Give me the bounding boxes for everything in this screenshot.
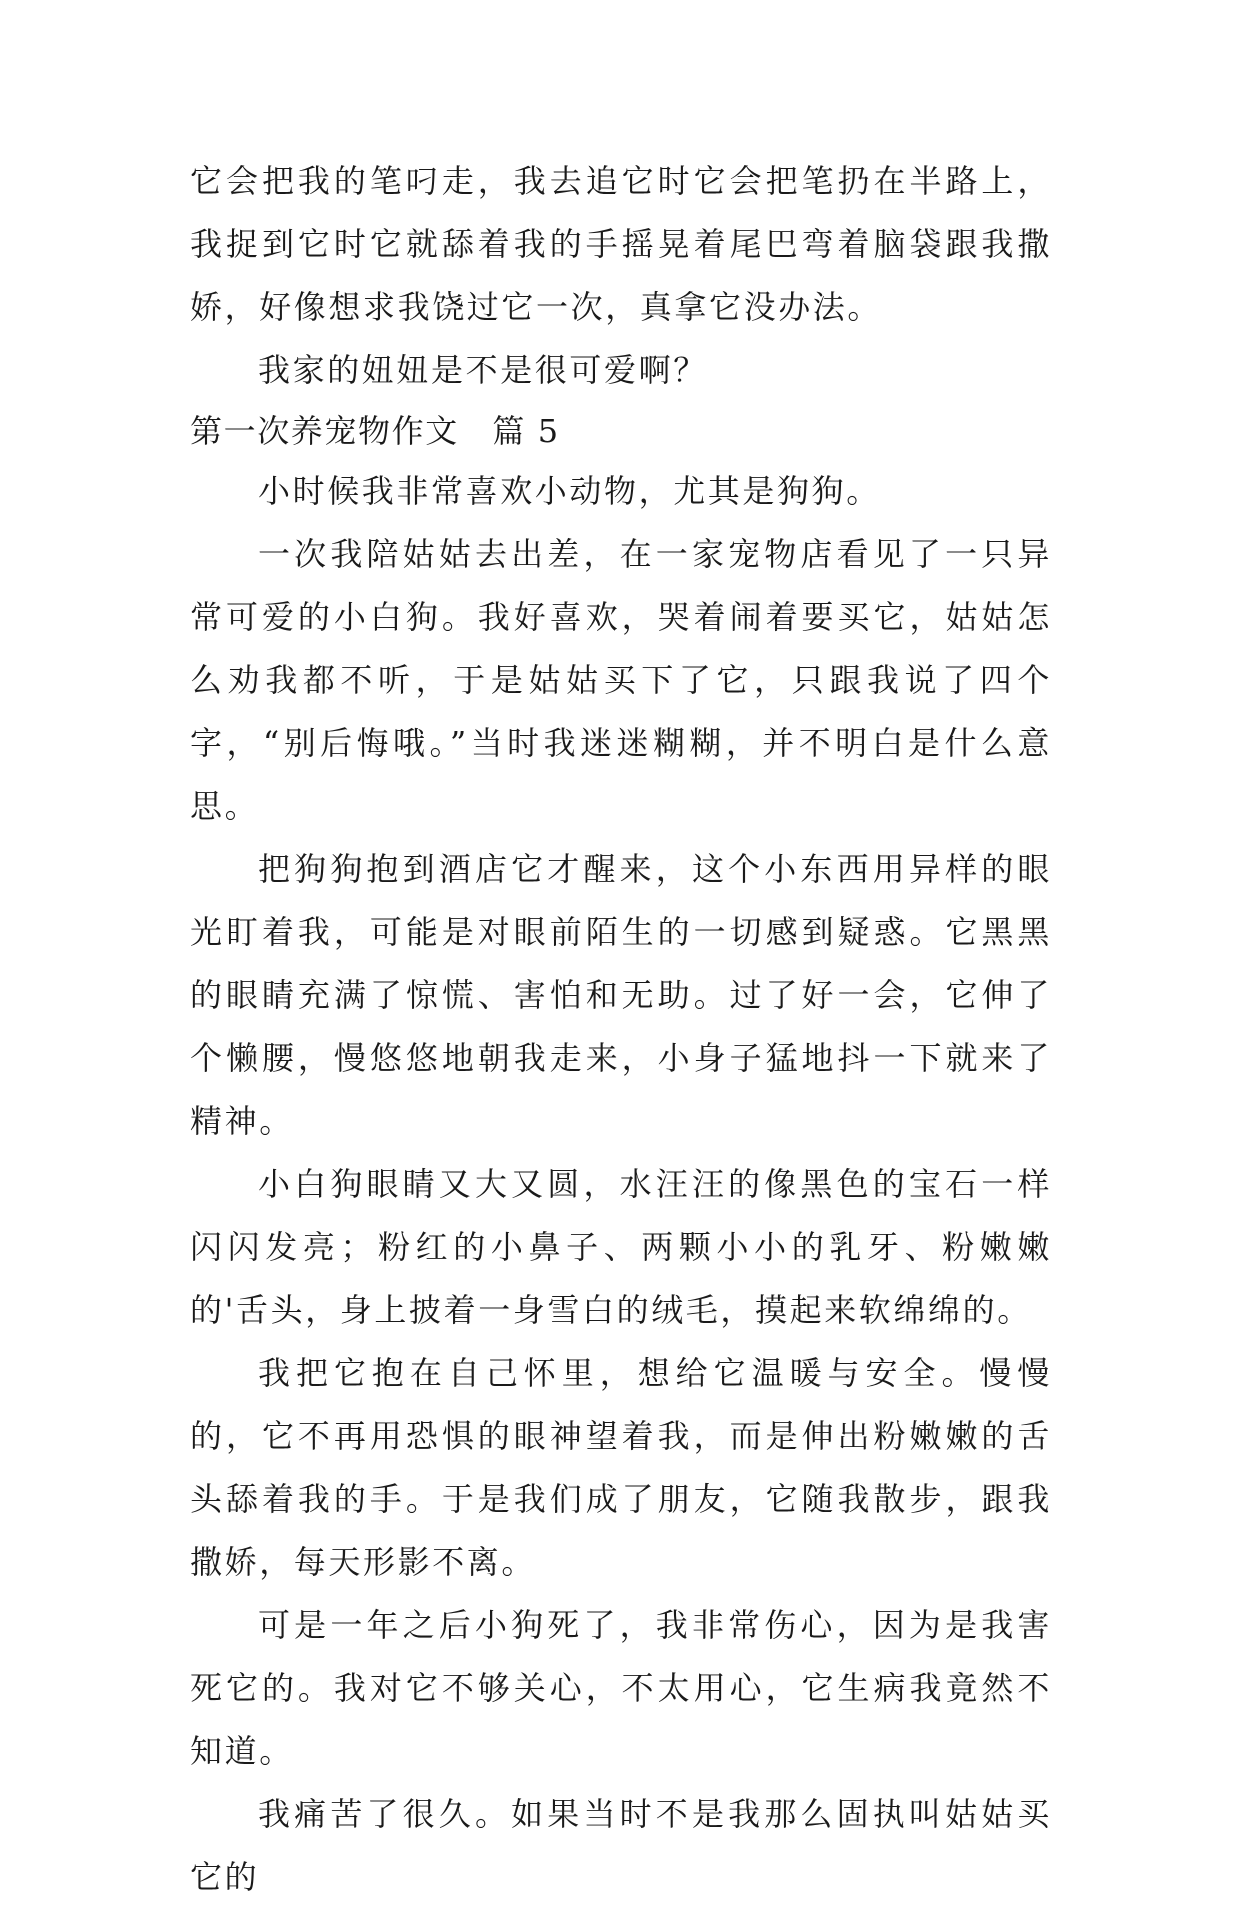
document-body <box>190 150 1052 1909</box>
paragraph: 我把它抱在自己怀里，想给它温暖与安全。慢慢的，它不再用恐惧的眼神望着我，而是伸出粉嫩嫩的舌头舔着我的手。于是我们成了朋友，它随我散步，跟我撒娇，每天形影不离。 <box>190 1354 1052 1581</box>
paragraph-cutoff: 我痛苦了很久。如果当时不是我那么固执叫姑姑买它的 <box>190 1795 1052 1896</box>
paragraph: 小时候我非常喜欢小动物，尤其是狗狗。 <box>258 472 881 510</box>
section-heading: 第一次养宠物作文 篇 5 <box>190 412 560 450</box>
paragraph: 一次我陪姑姑去出差，在一家宠物店看见了一只异常可爱的小白狗。我好喜欢，哭着闹着要买它，姑姑怎么劝我都不听，于是姑姑买下了它，只跟我说了四个字，“别后悔哦。”当时我迷迷糊糊，并不明白是什么意思。 <box>190 535 1052 825</box>
paragraph: 我家的妞妞是不是很可爱啊？ <box>258 351 708 389</box>
paragraph-continuation: 它会把我的笔叼走，我去追它时它会把笔扔在半路上，我捉到它时它就舔着我的手摇晃着尾巴弯着脑袋跟我撒娇，好像想求我饶过它一次，真拿它没办法。 <box>190 162 1052 326</box>
paragraph: 把狗狗抱到酒店它才醒来，这个小东西用异样的眼光盯着我，可能是对眼前陌生的一切感到疑惑。它黑黑的眼睛充满了惊慌、害怕和无助。过了好一会，它伸了个懒腰，慢悠悠地朝我走来，小身子猛地抖一下就来了精神。 <box>190 850 1052 1140</box>
paragraph: 小白狗眼睛又大又圆，水汪汪的像黑色的宝石一样闪闪发亮；粉红的小鼻子、两颗小小的乳牙、粉嫩嫩的'舌头，身上披着一身雪白的绒毛，摸起来软绵绵的。 <box>190 1165 1052 1329</box>
paragraph: 可是一年之后小狗死了，我非常伤心，因为是我害死它的。我对它不够关心，不太用心，它生病我竟然不知道。 <box>190 1606 1052 1770</box>
